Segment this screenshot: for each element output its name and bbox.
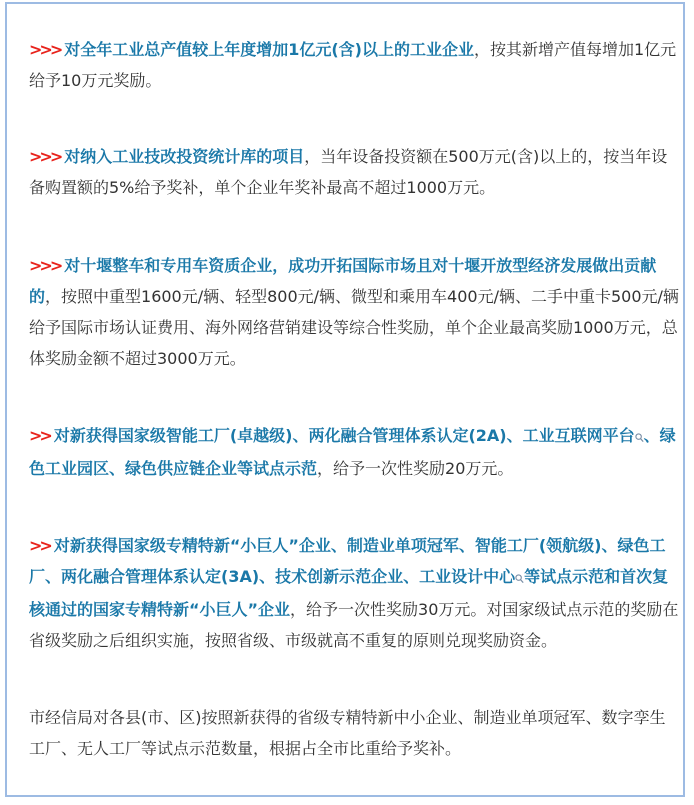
paragraph-vehicle-export <box>29 250 679 374</box>
highlight-text: 、绿色工业园区、绿色供应链企业等试点示范 <box>29 426 676 478</box>
article-frame <box>5 2 685 797</box>
highlight-text: 等试点示范和首次复核通过的国家专精特新“小巨人”企业 <box>29 567 669 619</box>
highlight-text: 对全年工业总产值较上年度增加1亿元(含)以上的工业企业 <box>64 40 474 59</box>
red-arrow-marker: >>> <box>29 147 61 166</box>
body-text: ，给予一次性奖励20万元。 <box>317 459 514 478</box>
highlight-text: 对新获得国家级专精特新“小巨人”企业、制造业单项冠军、智能工厂(领航级)、绿色工厂、两化融合管理体系认定(3A)、技术创新示范企业、工业设计中心 <box>29 536 666 586</box>
paragraph-smart-factory <box>29 420 679 484</box>
paragraph-tech-investment <box>29 141 679 203</box>
highlight-text: 对新获得国家级智能工厂(卓越级)、两化融合管理体系认定(2A)、工业互联网平台 <box>53 426 635 445</box>
search-icon[interactable] <box>515 563 524 594</box>
red-arrow-marker: >> <box>29 536 50 555</box>
red-arrow-marker: >> <box>29 426 50 445</box>
paragraph-county-reward <box>29 702 679 764</box>
body-text: ，按其新增产值每增加1亿元给予10万元奖励。 <box>29 40 677 90</box>
article-content <box>29 34 679 764</box>
paragraph-little-giant <box>29 530 679 656</box>
red-arrow-marker: >>> <box>29 256 61 275</box>
paragraph-output-value-reward <box>29 34 679 96</box>
body-text: ，按照中重型1600元/辆、轻型800元/辆、微型和乘用车400元/辆、二手中重卡500元/辆给予国际市场认证费用、海外网络营销建设等综合性奖励，单个企业最高奖励1000万元，总体奖励金额不超过3000万元。 <box>29 287 679 368</box>
body-text: ，给予一次性奖励30万元。对国家级试点示范的奖励在省级奖励之后组织实施，按照省级、市级就高不重复的原则兑现奖励资金。 <box>29 600 679 650</box>
body-text: 市经信局对各县(市、区)按照新获得的省级专精特新中小企业、制造业单项冠军、数字孪生工厂、无人工厂等试点示范数量，根据占全市比重给予奖补。 <box>29 708 666 758</box>
highlight-text: 对纳入工业技改投资统计库的项目 <box>64 147 305 166</box>
highlight-text: 对十堰整车和专用车资质企业，成功开拓国际市场且对十堰开放型经济发展做出贡献的 <box>29 256 657 306</box>
search-icon[interactable] <box>635 422 644 453</box>
red-arrow-marker: >>> <box>29 40 61 59</box>
body-text: ，当年设备投资额在500万元(含)以上的，按当年设备购置额的5%给予奖补，单个企业年奖补最高不超过1000万元。 <box>29 147 668 197</box>
